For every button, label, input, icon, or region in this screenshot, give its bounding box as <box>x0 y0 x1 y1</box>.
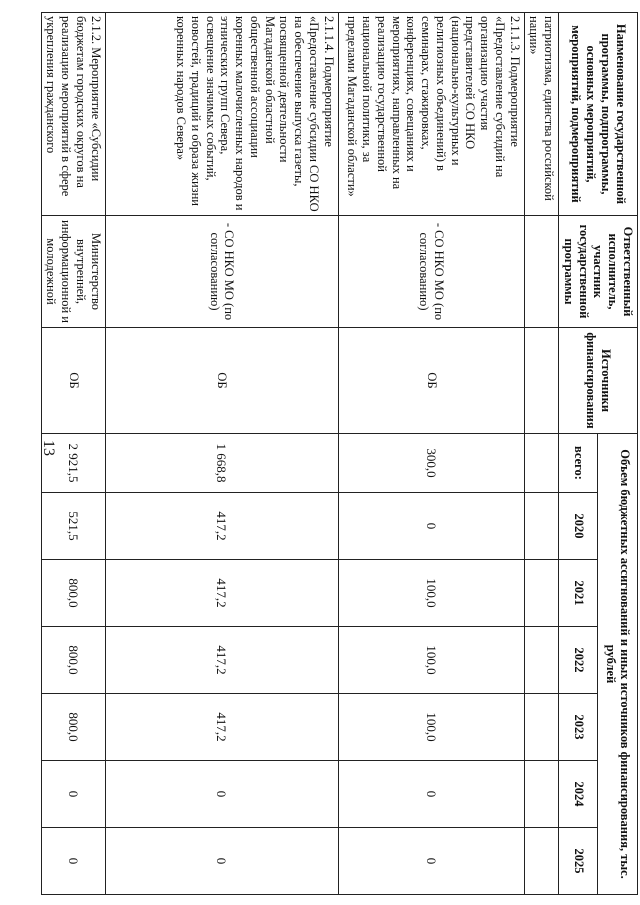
row-value: 0 <box>105 761 338 828</box>
row-value: 0 <box>338 761 524 828</box>
row-value: 800,0 <box>41 560 105 627</box>
row-value: 0 <box>338 828 524 895</box>
row-source <box>524 328 559 434</box>
table-container <box>44 12 638 894</box>
header-total: всего: <box>559 434 598 493</box>
row-executor: Министерство внутренней, информационной и молодежной <box>41 216 105 328</box>
row-total: 1 668,8 <box>105 434 338 493</box>
row-total: 2 921,5 <box>41 434 105 493</box>
row-value <box>524 761 559 828</box>
row-name: 2.1.1.4. Подмероприятие «Предоставление субсидии СО НКО на обеспечение выпуска газеты, посвященной деятельности Магаданской областной общественной ассоциации коренных малочисленных народов и этнических групп Севера, освещение значимых событий, новостей, традиций и образа жизни коренных народов Севера» <box>105 13 338 216</box>
row-value: 100,0 <box>338 627 524 694</box>
header-executor: Ответственный исполнитель, участник государственной программы <box>559 216 638 328</box>
row-value <box>524 560 559 627</box>
table-row <box>41 13 105 895</box>
row-value: 417,2 <box>105 493 338 560</box>
row-value: 417,2 <box>105 560 338 627</box>
row-source: ОБ <box>338 328 524 434</box>
header-year: 2025 <box>559 828 598 895</box>
row-value: 417,2 <box>105 694 338 761</box>
row-value: 0 <box>105 828 338 895</box>
row-value <box>524 493 559 560</box>
row-value: 100,0 <box>338 560 524 627</box>
header-name: Наименование государственной программы, подпрограммы, основных мероприятий, мероприятий, подмероприятий <box>559 13 638 216</box>
row-executor: - СО НКО МО (по согласованию) <box>105 216 338 328</box>
row-name: 2.1.2. Мероприятие «Субсидии бюджетам городских округов на реализацию мероприятий в сфере укрепления гражданского <box>41 13 105 216</box>
header-year: 2024 <box>559 761 598 828</box>
financing-table <box>41 12 638 895</box>
row-source: ОБ <box>105 328 338 434</box>
rotated-page <box>44 12 638 894</box>
page-number: 13 <box>40 440 57 456</box>
row-value: 800,0 <box>41 627 105 694</box>
header-source: Источники финансирования <box>559 328 638 434</box>
header-year: 2022 <box>559 627 598 694</box>
row-value <box>524 627 559 694</box>
row-name: 2.1.1.3. Подмероприятие «Предоставление субсидий на организацию участия представителей СО НКО (национально-культурных и религиозных объединений) в семинарах, стажировках, конференциях, совещаниях и мероприятиях, направленных на реализацию государственной национальной политики, за пределами Магаданской области» <box>338 13 524 216</box>
row-total <box>524 434 559 493</box>
row-executor <box>524 216 559 328</box>
row-name: патриотизма, единства российской нации» <box>524 13 559 216</box>
row-value: 417,2 <box>105 627 338 694</box>
row-value <box>524 828 559 895</box>
row-value <box>524 694 559 761</box>
table-row <box>338 13 524 895</box>
header-volume: Объем бюджетных ассигнований и иных источников финансирования, тыс. рублей <box>598 434 638 895</box>
row-source: ОБ <box>41 328 105 434</box>
row-value: 100,0 <box>338 694 524 761</box>
header-year: 2021 <box>559 560 598 627</box>
row-value: 800,0 <box>41 694 105 761</box>
header-year: 2023 <box>559 694 598 761</box>
table-row <box>524 13 559 895</box>
row-total: 300,0 <box>338 434 524 493</box>
row-value: 521,5 <box>41 493 105 560</box>
header-year: 2020 <box>559 493 598 560</box>
row-value: 0 <box>41 828 105 895</box>
table-row <box>105 13 338 895</box>
row-executor: - СО НКО МО (по согласованию) <box>338 216 524 328</box>
row-value: 0 <box>338 493 524 560</box>
row-value: 0 <box>41 761 105 828</box>
